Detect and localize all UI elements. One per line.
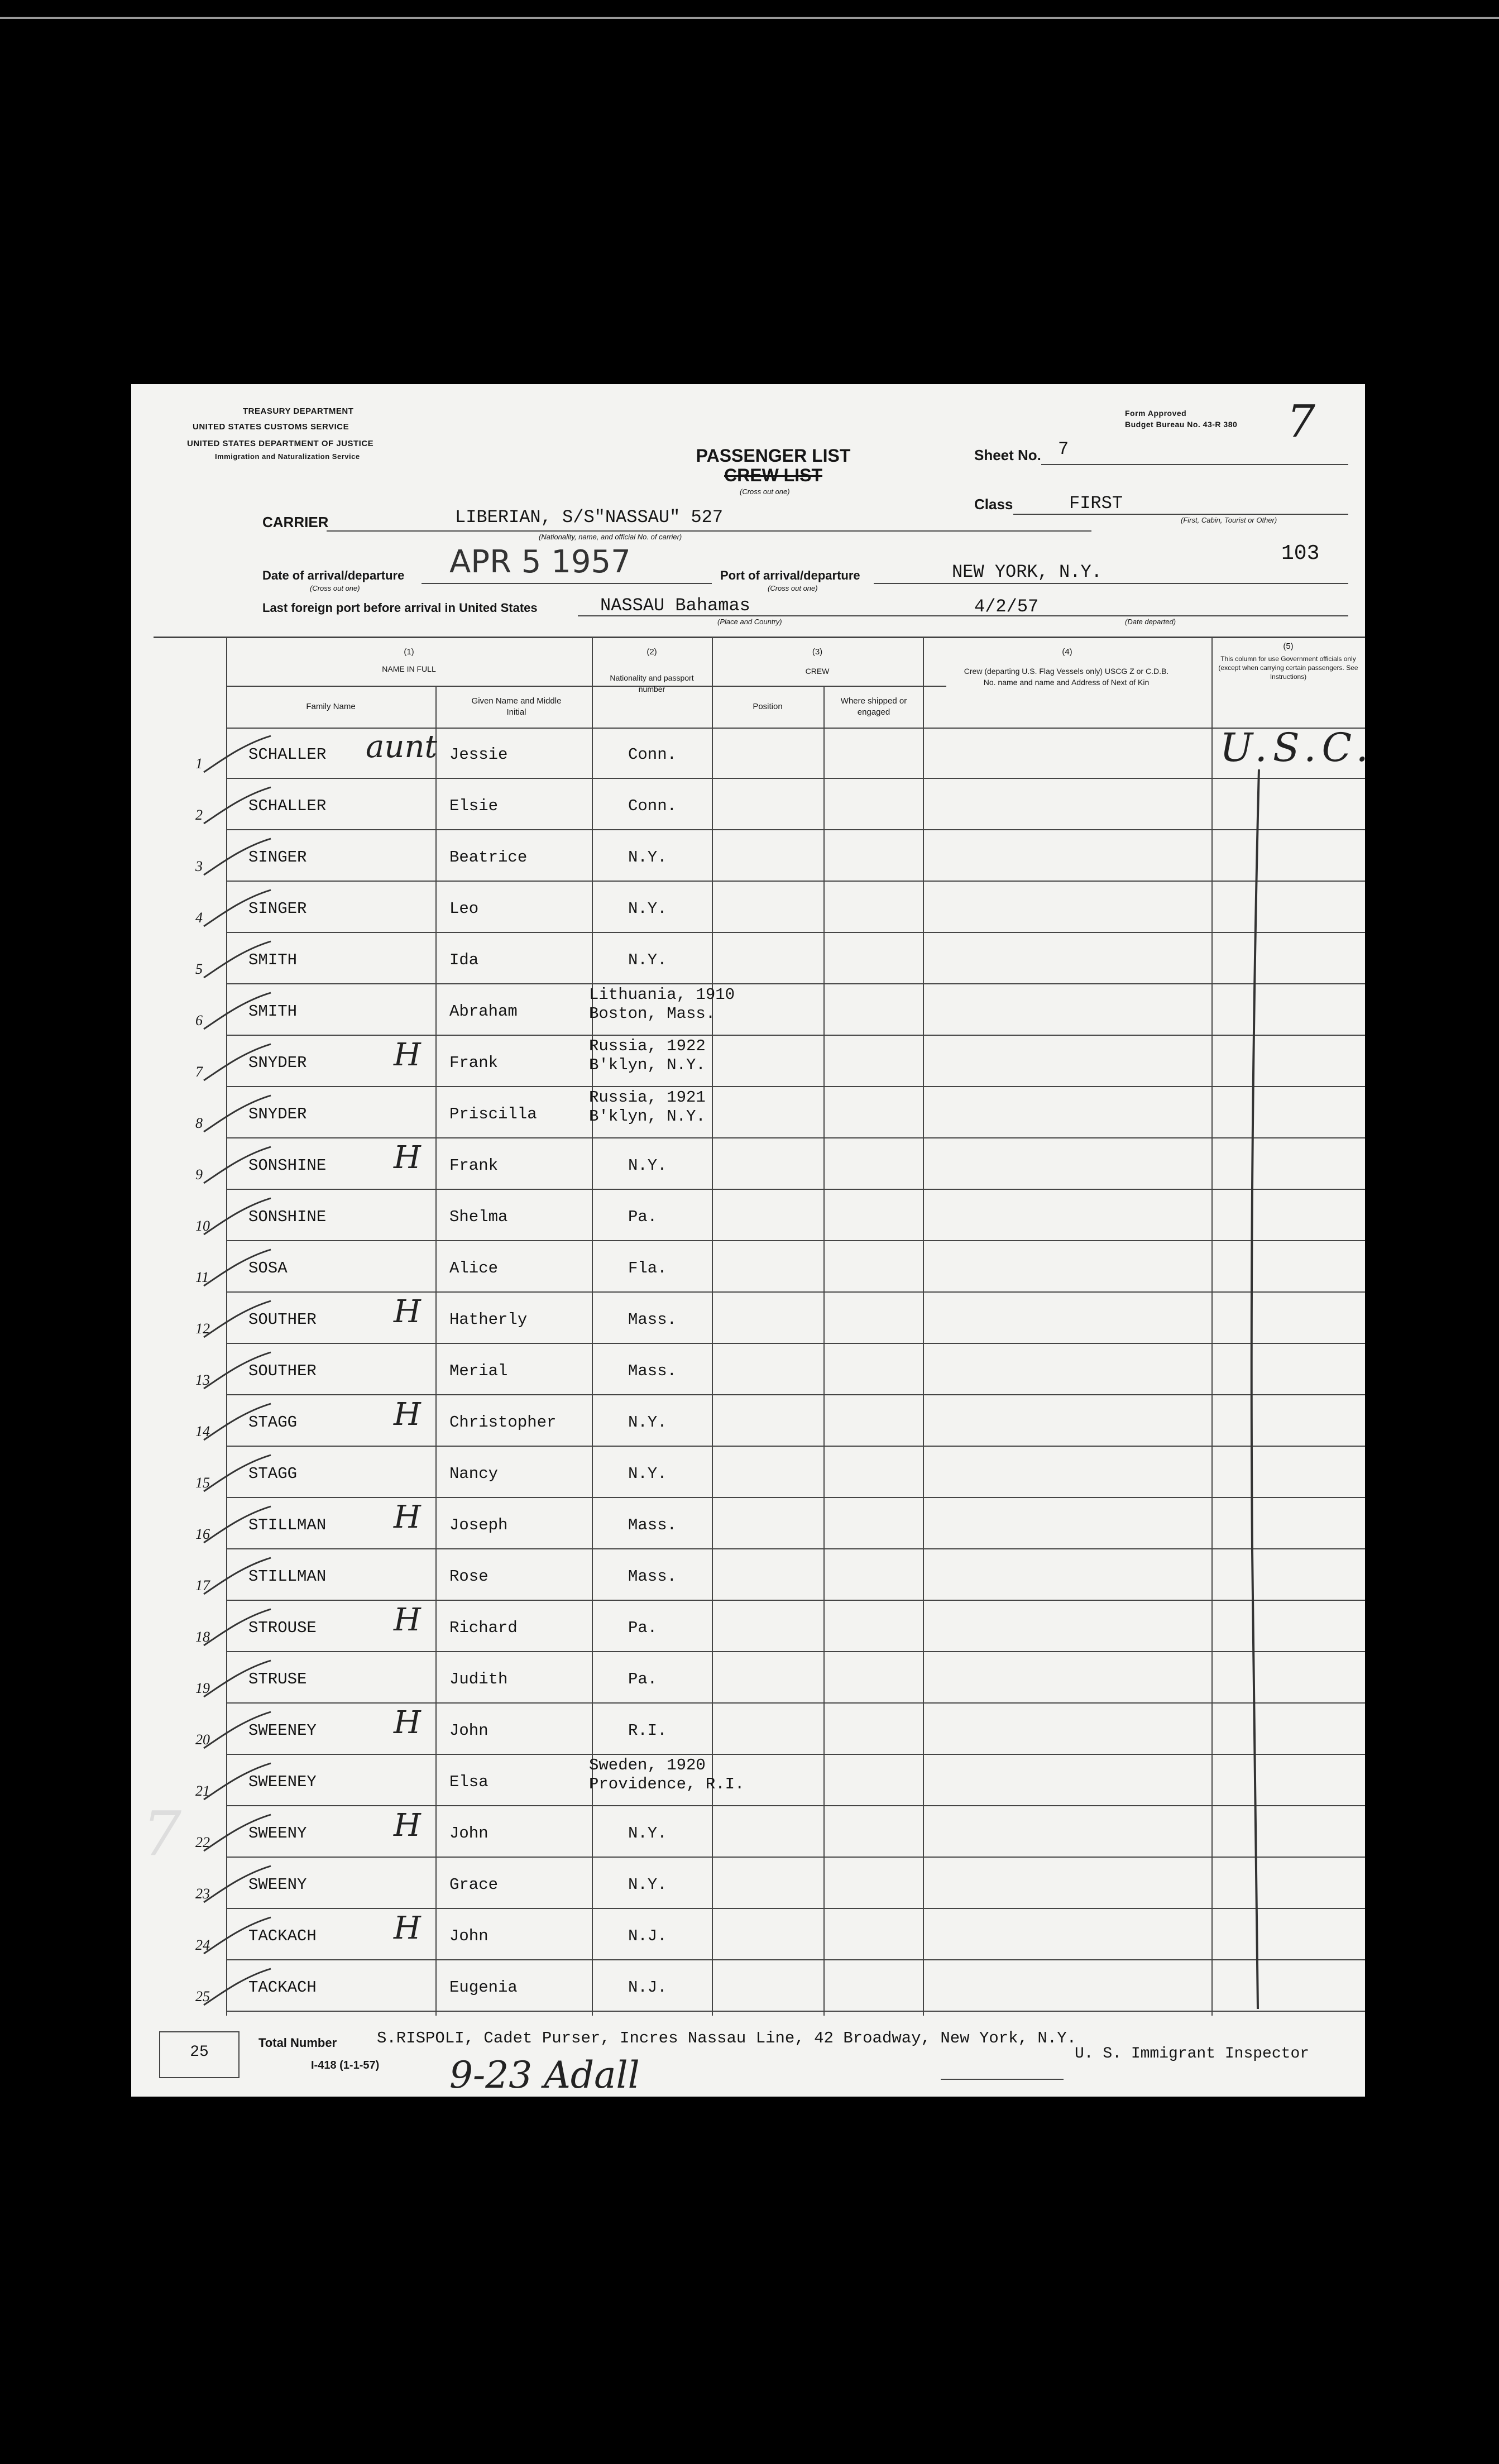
agency-line-4: Immigration and Naturalization Service	[215, 452, 360, 461]
given-name: Leo	[449, 900, 479, 918]
class-label: Class	[974, 496, 1013, 513]
nationality-line-2: Boston, Mass.	[589, 1004, 716, 1023]
tick-mark	[198, 1652, 276, 1702]
col5-title: This column for use Government officials only (except when carrying certain passengers. See Instructions)	[1218, 655, 1358, 681]
handwritten-mark: H	[394, 1037, 421, 1073]
form-number: I-418 (1-1-57)	[311, 2059, 380, 2071]
tick-mark	[198, 1806, 276, 1857]
col1-num: (1)	[404, 647, 414, 657]
given-name: Frank	[449, 1054, 499, 1072]
row-number: 22	[195, 1834, 210, 1850]
row-number: 18	[195, 1629, 210, 1645]
row-number: 11	[195, 1269, 209, 1285]
given-name: Frank	[449, 1156, 499, 1175]
agency-line-1: TREASURY DEPARTMENT	[243, 406, 354, 416]
port-crossout: (Cross out one)	[768, 584, 818, 592]
row-number: 12	[195, 1320, 210, 1337]
table-row	[195, 1087, 1348, 1138]
tick-mark	[198, 1704, 276, 1754]
nationality: Pa.	[628, 1670, 658, 1688]
family-name: SCHALLER	[248, 745, 327, 764]
row-number: 25	[195, 1988, 210, 2004]
inspector-label: U. S. Immigrant Inspector	[1075, 2045, 1310, 2063]
table-row	[195, 1704, 1348, 1755]
nationality: R.I.	[628, 1721, 667, 1740]
nationality: Mass.	[628, 1516, 677, 1534]
row-number: 17	[195, 1577, 210, 1594]
row-number: 13	[195, 1372, 210, 1388]
signer: S.RISPOLI, Cadet Purser, Incres Nassau Line, 42 Broadway, New York, N.Y.	[377, 2029, 1077, 2047]
nationality: N.Y.	[628, 1465, 667, 1483]
family-name: SNYDER	[248, 1105, 307, 1123]
tick-mark	[198, 1601, 276, 1651]
table-row	[195, 1293, 1348, 1344]
total-label: Total Number	[258, 2036, 337, 2050]
table-row	[195, 933, 1348, 984]
total-count: 25	[190, 2044, 209, 2061]
col3-num: (3)	[812, 647, 823, 657]
table-row	[195, 1601, 1348, 1652]
family-name: SOUTHER	[248, 1362, 317, 1380]
sheet-label: Sheet No.	[974, 447, 1041, 463]
col2-title: Nationality and passport number	[610, 673, 694, 693]
nationality: Mass.	[628, 1310, 677, 1329]
margin-handwritten: 7	[142, 1798, 181, 1869]
nationality: N.Y.	[628, 1413, 667, 1432]
table-row	[195, 1960, 1348, 2012]
form-approved: Form Approved	[1125, 409, 1187, 418]
class-note: (First, Cabin, Tourist or Other)	[1181, 516, 1277, 524]
given-name: Merial	[449, 1362, 508, 1380]
given-name: Beatrice	[449, 848, 528, 867]
tick-mark	[198, 1755, 276, 1805]
date-departed-note: (Date departed)	[1125, 618, 1176, 626]
given-name: John	[449, 1824, 489, 1843]
nationality: Mass.	[628, 1362, 677, 1380]
tick-mark	[198, 1498, 276, 1548]
nationality: N.Y.	[628, 1824, 667, 1843]
given-name: Alice	[449, 1259, 499, 1278]
nationality: Conn.	[628, 745, 677, 764]
nationality: N.Y.	[628, 848, 667, 867]
date-crossout: (Cross out one)	[310, 584, 360, 592]
table-row	[195, 1138, 1348, 1190]
family-name: SOUTHER	[248, 1310, 317, 1329]
sheet-number: 7	[1058, 439, 1069, 460]
table-row	[195, 779, 1348, 830]
nationality-line-2: Providence, R.I.	[589, 1775, 745, 1793]
row-number: 6	[195, 1012, 203, 1028]
tick-mark	[198, 1395, 276, 1446]
nationality: N.Y.	[628, 1156, 667, 1175]
tick-mark	[198, 830, 276, 881]
arrival-date-stamp: APR 5 1957	[449, 544, 631, 580]
tick-mark	[198, 1087, 276, 1137]
family-name: SMITH	[248, 1002, 298, 1021]
family-name: SWEENY	[248, 1824, 307, 1843]
agency-line-2: UNITED STATES CUSTOMS SERVICE	[193, 422, 349, 432]
given-name: Priscilla	[449, 1105, 537, 1123]
port-label: Port of arrival/departure	[720, 568, 860, 582]
nationality: N.J.	[628, 1978, 667, 1997]
stamp-number: 103	[1281, 542, 1320, 566]
list-title-passenger: PASSENGER LIST	[696, 446, 851, 466]
row-number: 23	[195, 1886, 210, 1902]
handwritten-mark: H	[394, 1602, 421, 1638]
given-name: Ida	[449, 951, 479, 969]
tick-mark	[198, 1858, 276, 1908]
nationality: Russia, 1922	[589, 1037, 706, 1055]
tick-mark	[198, 933, 276, 983]
usc-vertical-stroke	[1242, 769, 1276, 2015]
col1-given: Given Name and Middle Initial	[471, 696, 562, 717]
port-value: NEW YORK, N.Y.	[952, 562, 1102, 582]
nationality: Sweden, 1920	[589, 1756, 706, 1774]
cross-out-note: (Cross out one)	[740, 487, 790, 496]
col3-position: Position	[753, 702, 783, 711]
row-number: 7	[195, 1064, 203, 1080]
table-row	[195, 1447, 1348, 1498]
given-name: Richard	[449, 1619, 518, 1637]
date-departed: 4/2/57	[974, 596, 1039, 617]
family-name: TACKACH	[248, 1927, 317, 1945]
given-name: Jessie	[449, 745, 508, 764]
nationality: N.Y.	[628, 951, 667, 969]
usc-handwritten: U.S.C.	[1220, 725, 1374, 771]
row-number: 3	[195, 858, 203, 874]
table-row	[195, 830, 1348, 882]
row-number: 10	[195, 1218, 210, 1234]
scan-edge-line	[0, 17, 1499, 19]
table-row	[195, 1909, 1348, 1960]
given-name: John	[449, 1927, 489, 1945]
nationality: Fla.	[628, 1259, 667, 1278]
row-number: 24	[195, 1937, 210, 1953]
tick-mark	[198, 1138, 276, 1189]
given-name: Grace	[449, 1875, 499, 1894]
family-name: TACKACH	[248, 1978, 317, 1997]
handwritten-mark: H	[394, 1499, 421, 1535]
tick-mark	[198, 882, 276, 932]
list-title-crew: CREW LIST	[724, 465, 822, 485]
family-name: STAGG	[248, 1413, 298, 1432]
carrier-label: CARRIER	[262, 514, 329, 530]
table-row	[195, 1806, 1348, 1858]
nationality: Pa.	[628, 1619, 658, 1637]
col2-num: (2)	[646, 647, 657, 657]
tick-mark	[198, 1960, 276, 2011]
table-row	[195, 1190, 1348, 1241]
col3-where: Where shipped or engaged	[840, 696, 907, 717]
nationality: N.J.	[628, 1927, 667, 1945]
col1-family: Family Name	[306, 702, 356, 711]
given-name: Rose	[449, 1567, 489, 1586]
row-number: 20	[195, 1731, 210, 1748]
last-port-label: Last foreign port before arrival in United States	[262, 601, 538, 615]
handwritten-mark: H	[394, 1807, 421, 1844]
tick-mark	[198, 1293, 276, 1343]
tick-mark	[198, 1344, 276, 1394]
row-number: 4	[195, 910, 203, 926]
nationality: N.Y.	[628, 900, 667, 918]
nationality: Mass.	[628, 1567, 677, 1586]
table-row	[195, 1344, 1348, 1395]
row-number: 15	[195, 1475, 210, 1491]
nationality-line-2: B'klyn, N.Y.	[589, 1107, 706, 1126]
table-row	[195, 728, 1348, 779]
given-name: Christopher	[449, 1413, 557, 1432]
row-number: 16	[195, 1526, 210, 1542]
nationality: Russia, 1921	[589, 1088, 706, 1107]
row-number: 1	[195, 755, 203, 772]
family-name: SINGER	[248, 900, 307, 918]
date-label: Date of arrival/departure	[262, 568, 405, 582]
tick-mark	[198, 779, 276, 829]
row-number: 2	[195, 807, 203, 823]
given-name: Elsa	[449, 1773, 489, 1791]
table-row	[195, 984, 1348, 1036]
table-row	[195, 1549, 1348, 1601]
col4-title: Crew (departing U.S. Flag Vessels only) USCG Z or C.D.B. No. name and name and Address of Next of Kin	[964, 667, 1169, 687]
table-row	[195, 1241, 1348, 1293]
tick-mark	[198, 1549, 276, 1600]
given-name: John	[449, 1721, 489, 1740]
col1-title: NAME IN FULL	[382, 664, 436, 673]
place-note: (Place and Country)	[717, 618, 782, 626]
col3-title: CREW	[805, 667, 830, 676]
handwritten-mark: H	[394, 1705, 421, 1741]
agency-line-3: UNITED STATES DEPARTMENT OF JUSTICE	[187, 439, 374, 448]
budget-bureau: Budget Bureau No. 43-R 380	[1125, 420, 1238, 429]
tick-mark	[198, 1036, 276, 1086]
family-name: STROUSE	[248, 1619, 317, 1637]
tick-mark	[198, 984, 276, 1035]
tick-mark	[198, 1190, 276, 1240]
nationality: Pa.	[628, 1208, 658, 1226]
table-row	[195, 1858, 1348, 1909]
family-name: STAGG	[248, 1465, 298, 1483]
table-row	[195, 1036, 1348, 1087]
row-number: 9	[195, 1166, 203, 1183]
row-number: 21	[195, 1783, 210, 1799]
family-name: STILLMAN	[248, 1567, 327, 1586]
family-name: SINGER	[248, 848, 307, 867]
class-value: FIRST	[1069, 493, 1123, 514]
col5-num: (5)	[1283, 642, 1294, 651]
row-number: 5	[195, 961, 203, 977]
given-name: Shelma	[449, 1208, 508, 1226]
nationality: N.Y.	[628, 1875, 667, 1894]
row-number: 8	[195, 1115, 203, 1131]
row-number: 19	[195, 1680, 210, 1696]
family-name: STILLMAN	[248, 1516, 327, 1534]
handwritten-mark: aunt	[366, 729, 438, 765]
handwritten-mark: H	[394, 1910, 421, 1946]
tick-mark	[198, 728, 276, 778]
handwritten-note: 9-23 Adall	[449, 2054, 640, 2097]
sheet-handwritten: 7	[1287, 395, 1315, 447]
family-name: SCHALLER	[248, 797, 327, 815]
carrier-value: LIBERIAN, S/S"NASSAU" 527	[455, 507, 724, 528]
nationality-line-2: B'klyn, N.Y.	[589, 1056, 706, 1074]
last-port-value: NASSAU Bahamas	[600, 595, 750, 616]
given-name: Joseph	[449, 1516, 508, 1534]
tick-mark	[198, 1909, 276, 1959]
table-row	[195, 882, 1348, 933]
given-name: Abraham	[449, 1002, 518, 1021]
table-row	[195, 1652, 1348, 1704]
table-row	[195, 1755, 1348, 1806]
given-name: Eugenia	[449, 1978, 518, 1997]
given-name: Judith	[449, 1670, 508, 1688]
col4-num: (4)	[1062, 647, 1072, 657]
given-name: Nancy	[449, 1465, 499, 1483]
family-name: SONSHINE	[248, 1208, 327, 1226]
family-name: SNYDER	[248, 1054, 307, 1072]
handwritten-mark: H	[394, 1294, 421, 1330]
nationality: Lithuania, 1910	[589, 985, 735, 1004]
tick-mark	[198, 1241, 276, 1291]
passenger-list-form	[131, 384, 1374, 2097]
table-row	[195, 1498, 1348, 1549]
table-row	[195, 1395, 1348, 1447]
nationality: Conn.	[628, 797, 677, 815]
family-name: SOSA	[248, 1259, 288, 1278]
family-name: SMITH	[248, 951, 298, 969]
family-name: STRUSE	[248, 1670, 307, 1688]
row-number: 14	[195, 1423, 210, 1439]
handwritten-mark: H	[394, 1396, 421, 1433]
tick-mark	[198, 1447, 276, 1497]
family-name: SONSHINE	[248, 1156, 327, 1175]
given-name: Elsie	[449, 797, 499, 815]
given-name: Hatherly	[449, 1310, 528, 1329]
carrier-note: (Nationality, name, and official No. of carrier)	[539, 533, 682, 541]
family-name: SWEENEY	[248, 1773, 317, 1791]
family-name: SWEENY	[248, 1875, 307, 1894]
handwritten-mark: H	[394, 1140, 421, 1176]
family-name: SWEENEY	[248, 1721, 317, 1740]
